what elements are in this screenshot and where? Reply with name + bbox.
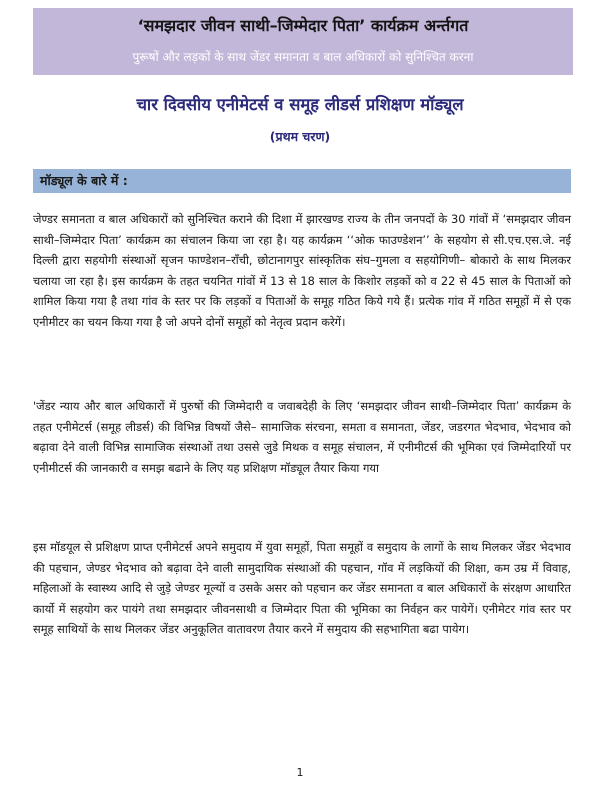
header-banner [33,8,573,75]
module-title: चार दिवसीय एनीमेटर्स व समूह लीडर्स प्रशिक्षण मॉड्यूल [136,95,464,114]
module-phase: (प्रथम चरण) [269,129,331,144]
paragraph-3: इस मॉडयूल से प्रशिक्षण प्राप्त एनीमेटर्स अपने समुदाय में युवा समूहों, पिता समूहों व समुदाय के लागों के साथ मिलकर जेंडर भेदभाव की पहचान, जेण्डर भेदभाव को बढ़ावा देने वाली सामुदायिक संस्थाओं की पहचान, गॉव में लड़कियों की शिक्षा, कम उम्र में विवाह, महिलाओं के स्वास्थ्य आदि से जुड़े जेण्डर मूल्यों व उसके असर को पहचान कर जेंडर समानता व बाल अधिकारों के संरक्षण आधारित कार्यो में सहयोग कर पायंगे तथा समझदार जीवनसाथी व जिम्मेदार पिता की भूमिका का निर्वहन कर पायेगें। एनीमेटर गांव स्तर पर समूह साथियों के साथ मिलकर जेंडर अनुकूलित वातावरण तैयार करने में समुदाय की सहभागिता बढा पायेग। [33,540,571,637]
section-heading: मॉड्यूल के बारे में : [40,173,128,188]
paragraph-2: 'जेंडर न्याय और बाल अधिकारों में पुरुषों की जिम्मेदारी व जवाबदेही के लिए ‘समझदार जीवन साथी–जिम्मेदार पिता’ कार्यक्रम के तहत एनीमेटर्स (समूह लीडर्स) की विभिन्न विषयों जैसे– सामाजिक संरचना, समता व समानता, जेंडर, जडरगत भेदभाव, भेदभाव को बढ़ावा देने वाली विभिन्न सामाजिक संस्थाओं तथा उससे जुडे मिथक व समूह संचालन, में एनीमीटर्स की भूमिका एवं जिम्मेदारियों पर एनीमीटर्स की जानकारी व समझ बढाने के लिए यह प्रशिक्षण मॉड्यूल तैयार किया गया [33,399,571,475]
paragraph-1: जेण्डर समानता व बाल अधिकारों को सुनिश्चित कराने की दिशा में झारखण्ड राज्य के तीन जनपदों के 30 गांवों में ‘समझदार जीवन साथी–जिम्मेदार पिता’ कार्यक्रम का संचालन किया जा रहा है। यह कार्यक्रम ‘‘ओक फाउण्डेशन’’ के सहयोग से सी.एच.एस.जे. नई दिल्ली द्वारा सहयोगी संस्थाओं सृजन फाण्डेशन–रॉंची, छोटानागपुर सांस्कृतिक संघ–गुमला व सहयोगिणी– बोकारो के साथ मिलकर चलाया जा रहा है। इस कार्यक्रम के तहत चयनित गांवों में 13 से 18 साल के किशोर लड़कों को व 22 से 45 साल के पिताओं को शामिल किया गया है तथा गांव के स्तर पर कि लड़कों व पिताओं के समूह गठित किये गये हैं। प्रत्येक गांव में गठित समूहों में से एक एनीमीटर का चयन किया गया है जो अपने दोनों समूहों को नेतृत्व प्रदान करेगें। [33,212,571,329]
banner-title: ‘समझदार जीवन साथी–जिम्मेदार पिता’ कार्यक्रम अर्न्तगत [137,16,469,35]
banner-subtitle: पुरूषों और लड़कों के साथ जेंडर समानता व बाल अधिकारों को सुनिश्चित करना [132,50,474,64]
page-number: 1 [296,766,304,779]
section-heading-bar [33,169,571,193]
